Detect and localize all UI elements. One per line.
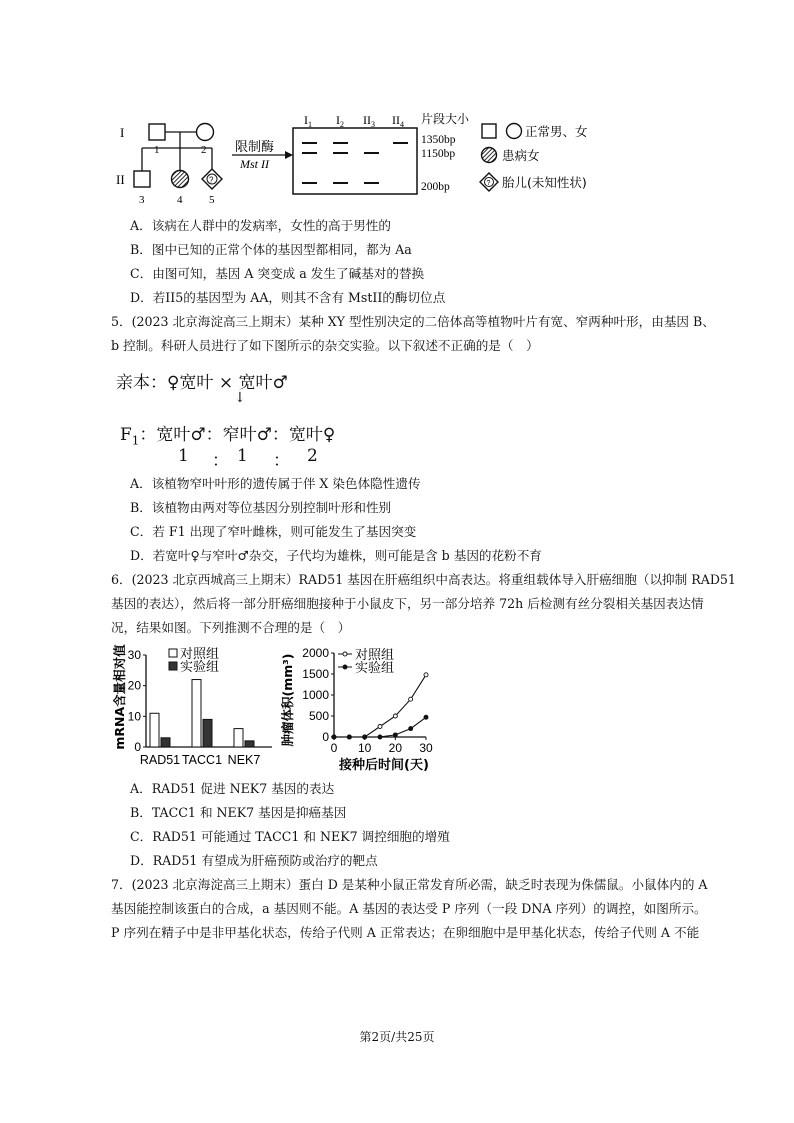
size-200: 200bp [421,181,450,193]
line-point-1-2 [363,735,367,739]
line-xtick-20: 20 [388,741,403,755]
line-xtick-10: 10 [357,741,372,755]
line-xtick-0: 0 [330,741,338,755]
line-point-0-6 [424,673,428,677]
q4-option-d: D．若II5的基因型为 AA，则其不含有 MstII的酶切位点 [130,290,446,305]
bar-chart-svg [112,645,282,770]
ratio-colon-a: ： [212,451,229,471]
ind-4-label: 4 [177,194,183,206]
cross-f1-line: $F_1$：宽叶♂：窄叶♂：宽叶♀ [120,425,336,448]
q6-stem-line3: 况，结果如图。下列推测不合理的是（ ） [111,620,351,635]
q7-stem-line3: P 序列在精子中是非甲基化状态，传给子代则 A 正常表达；在卵细胞中是甲基化状态，传给子代则 A 不能 [111,925,700,940]
bar-TACC1-对照组 [192,680,201,747]
line-point-1-0 [332,735,336,739]
q4-option-a: A．该病在人群中的发病率，女性的高于男性的 [130,218,391,233]
size-header: 片段大小 [421,112,470,126]
cross-arrow: ↓ [234,390,246,406]
pedigree-figure [110,110,630,206]
line-point-1-4 [393,733,397,737]
enzyme-name: Mst II [240,157,269,171]
line-point-1-1 [347,735,351,739]
line-ytick-2000: 2000 [302,646,329,660]
line-point-0-4 [393,714,397,718]
legend-fetus-label: 胎儿(未知性状) [502,175,587,190]
q5-stem-line2: b 控制。科研人员进行了如下图所示的杂交实验。以下叙述不正确的是（ ） [111,338,539,353]
q6-option-d: D．RAD51 有望成为肝癌预防或治疗的靶点 [130,853,378,868]
bar-ytick-10: 10 [127,709,141,724]
page-footer: 第2页/共25页 [359,1030,435,1044]
lane-label-I1: $I_1$ [304,113,312,129]
legend-fetus-question-mark: ? [486,180,491,187]
bar-category-RAD51: RAD51 [139,753,181,767]
q6-option-a: A．RAD51 促进 NEK7 基因的表达 [130,781,335,796]
line-ytick-1000: 1000 [302,688,329,702]
gen-I-label: I [120,125,125,140]
line-point-1-3 [378,735,382,739]
bar-ytick-0: 0 [134,740,141,754]
mother-circle [197,124,214,141]
fetus-question-mark: ? [209,175,214,185]
bar-category-TACC1: TACC1 [181,753,223,767]
bar-ylabel: mRNA含量相对值 [112,644,127,750]
q6-stem-line2: 基因的表达），然后将一部分肝癌细胞接种于小鼠皮下，另一部分培养 72h 后检测有丝分裂相关基因表达情 [111,596,704,611]
q7-stem-line1: 7．(2023 北京海淀高三上期末）蛋白 D 是某种小鼠正常发育所必需，缺乏时表现为侏儒鼠。小鼠体内的 A [111,877,708,892]
ratio-1a: 1 [178,446,189,466]
line-point-0-5 [409,697,413,701]
q4-option-b: B．图中已知的正常个体的基因型都相同，都为 Aa [130,242,412,257]
legend-normal-label: 正常男、女 [525,124,588,139]
ind-2-label: 2 [201,144,207,156]
size-1350: 1350bp [421,134,456,146]
father-square [149,124,165,140]
line-ytick-1500: 1500 [302,667,329,681]
son-square [134,171,150,187]
q5-stem-line1: 5．(2023 北京海淀高三上期末）某种 XY 型性别决定的二倍体高等植物叶片有宽、窄两种叶形，由基因 B、 [111,314,715,329]
cross-diagram [116,368,376,471]
q5-option-a: A．该植物窄叶叶形的遗传属于伴 X 染色体隐性遗传 [130,476,421,491]
lane-labels [304,113,404,129]
legend-affected-label: 患病女 [502,148,540,163]
bar-ytick-30: 30 [127,648,141,662]
bar-NEK7-对照组 [234,729,243,747]
line-xlabel: 接种后时间(天) [339,758,429,773]
affected-daughter-circle [172,171,189,188]
ratio-colon-b: ： [273,451,290,471]
ind-3-label: 3 [139,194,145,206]
bar-TACC1-实验组 [203,719,212,747]
q5-option-d: D．若宽叶♀与窄叶♂杂交，子代均为雄株，则可能是含 b 基因的花粉不育 [130,548,542,563]
q7-stem-line2: 基因能控制该蛋白的合成，a 基因则不能。A 基因的表达受 P 序列（一段 DNA 序列）的调控，如图所示。 [111,901,707,916]
line-point-1-5 [409,727,413,731]
bar-category-NEK7: NEK7 [227,753,261,767]
line-chart-svg [282,645,452,775]
line-point-0-3 [378,725,382,729]
legend-male-square [482,124,496,138]
gel-box [293,128,417,194]
cross-parent-line: 亲本：♀宽叶 × 宽叶♂ [116,373,288,393]
size-1150: 1150bp [421,148,456,160]
bar-ytick-20: 20 [127,678,141,693]
bar-NEK7-实验组 [245,741,254,747]
enzyme-label: 限制酶 [235,140,275,155]
line-ytick-500: 500 [308,709,329,723]
line-chart [282,645,452,779]
bar-RAD51-实验组 [161,738,170,747]
q6-stem-line1: 6．(2023 北京西城高三上期末）RAD51 基因在肝癌组织中高表达。将重组载体导入肝癌细胞（以抑制 RAD51 [111,572,736,587]
bar-chart [112,645,282,774]
line-xtick-30: 30 [419,741,433,755]
line-legend-label-1: 实验组 [355,661,395,676]
bar-legend-label-0: 对照组 [180,647,220,662]
lane-label-II3: $II_3$ [363,113,375,129]
bar-RAD51-对照组 [150,713,159,747]
pedigree-svg [110,110,630,206]
ratio-2: 2 [307,446,318,466]
q6-option-c: C．RAD51 可能通过 TACC1 和 NEK7 调控细胞的增殖 [130,829,450,844]
line-ytick-0: 0 [322,730,329,744]
legend-female-circle [507,124,522,139]
bar-legend-swatch-0 [169,649,177,657]
gen-II-label: II [116,172,125,187]
q4-option-c: C．由图可知，基因 A 突变成 a 发生了碱基对的替换 [130,266,425,281]
lane-label-I2: $I_2$ [336,113,344,129]
q5-option-b: B．该植物由两对等位基因分别控制叶形和性别 [130,500,392,515]
ind-5-label: 5 [209,194,215,206]
line-legend-label-0: 对照组 [355,648,395,663]
ratio-1b: 1 [237,446,248,466]
q5-option-c: C．若 F1 出现了窄叶雌株，则可能发生了基因突变 [130,524,417,539]
legend-affected-circle [482,148,497,163]
lane-label-II4: $II_4$ [392,113,404,129]
ind-1-label: 1 [154,144,160,156]
line-point-1-6 [424,715,428,719]
line-ylabel: 肿瘤体积(mm³) [280,653,295,747]
q6-option-b: B．TACC1 和 NEK7 基因是抑癌基因 [130,805,347,820]
bar-legend-swatch-1 [169,662,177,670]
bar-legend-label-1: 实验组 [180,660,220,675]
